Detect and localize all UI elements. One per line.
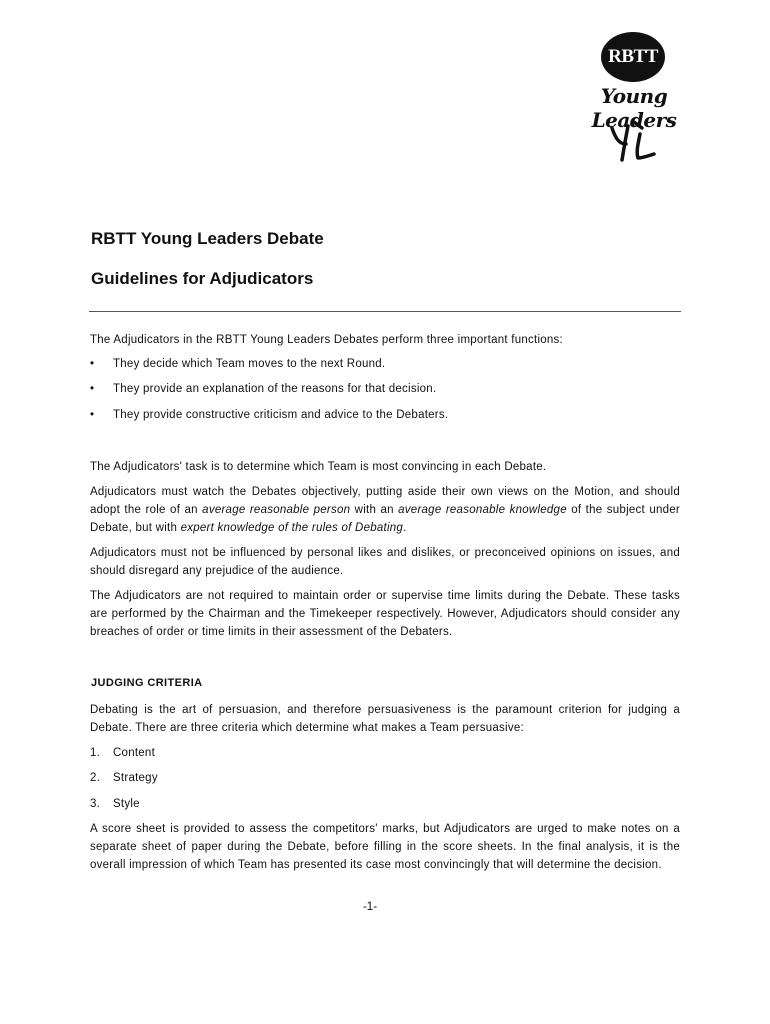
score-sheet-paragraph: A score sheet is provided to assess the competitors' marks, but Adjudicators are urged to make notes on a separate sheet of paper during the Debate, before filling in the score sheets. In the final analysis, it is the overall impression of which Team has presented its case most convincingly that will determine the decision. [90,823,680,872]
title-divider [89,311,681,312]
document-title: RBTT Young Leaders Debate [91,229,324,248]
list-number: 1. [90,747,101,759]
list-item-text: They decide which Team moves to the next Round. [113,358,386,370]
list-item [90,745,155,761]
document-subtitle: Guidelines for Adjudicators [91,269,314,288]
list-item-text: They provide an explanation of the reasons for that decision. [113,383,437,395]
rbtt-logo-badge: RBTT [601,32,665,82]
bias-paragraph: Adjudicators must not be influenced by personal likes and dislikes, or preconceived opinions on issues, and should disregard any prejudice of the audience. [90,547,680,578]
list-item-text: Content [113,747,156,759]
young-leaders-script: Young Leaders [591,84,677,132]
page-number: -1- [362,901,378,913]
judging-intro-paragraph: Debating is the art of persuasion, and therefore persuasiveness is the paramount criterion for judging a Debate. There are three criteria which determine what makes a Team persuasive: [90,704,680,735]
list-number: 2. [90,772,101,784]
task-paragraph: The Adjudicators' task is to determine which Team is most convincing in each Debate. [90,461,547,473]
list-item-text: Style [113,798,140,810]
list-item-text: They provide constructive criticism and advice to the Debaters. [113,409,449,421]
order-paragraph: The Adjudicators are not required to maintain order or supervise time limits during the Debate. These tasks are performed by the Chairman and the Timekeeper respectively. However, Adjudicators should consider any breaches of order or time limits in their assessment of the Debaters. [90,590,680,639]
list-item [90,407,448,423]
list-item [90,381,436,397]
list-item [90,356,385,372]
list-item-text: Strategy [113,772,158,784]
list-item [90,796,140,812]
objectivity-paragraph: Adjudicators must watch the Debates objectively, putting aside their own views on the Motion, and should adopt the role of an average reasonable person with an average reasonable knowledge of the subject under Debate, but with expert knowledge of the rules of Debating. [90,486,680,535]
rbtt-young-leaders-logo [568,30,698,170]
list-number: 3. [90,798,101,810]
bullet-icon: • [90,409,95,421]
judging-criteria-heading: JUDGING CRITERIA [91,677,203,689]
intro-paragraph: The Adjudicators in the RBTT Young Leaders Debates perform three important functions: [90,334,563,346]
list-item [90,770,158,786]
yl-emblem-icon [608,118,658,164]
bullet-icon: • [90,358,95,370]
bullet-icon: • [90,383,95,395]
